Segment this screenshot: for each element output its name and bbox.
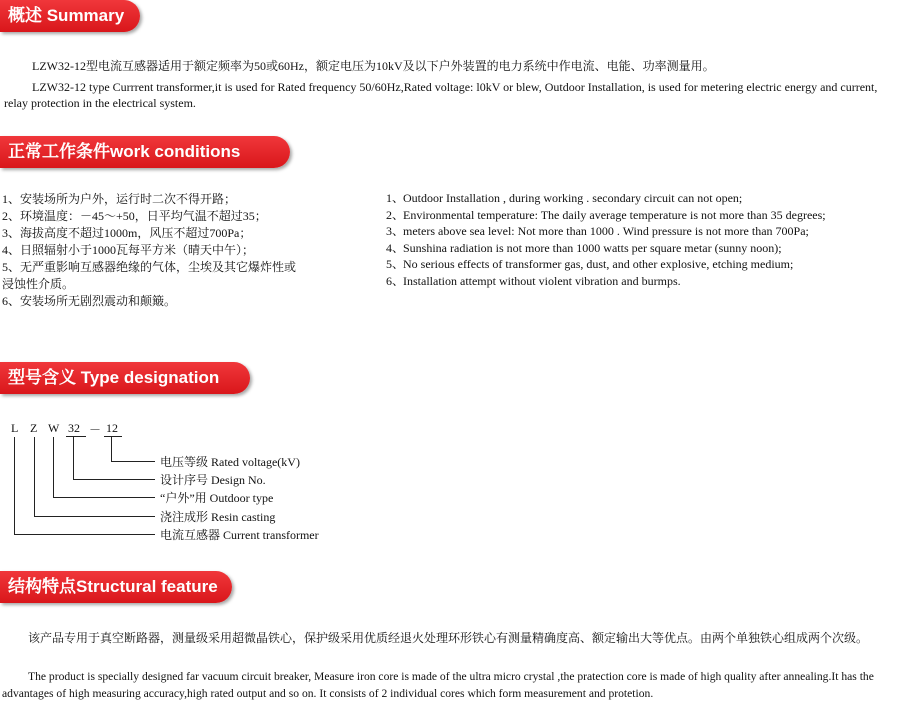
conditions-en-list [386, 190, 886, 290]
designation-label-current: 电流互感器 Current transformer [160, 528, 319, 542]
bracket-line [34, 437, 35, 517]
bracket-line [14, 534, 155, 535]
structure-zh-text: 该产品专用于真空断路器，测量级采用超微晶铁心，保护级采用优质经退火处理环形铁心有测量精确度高、额定输出大等优点。由两个单独铁心组成两个次级。 [28, 631, 869, 645]
code-letter: L [11, 421, 19, 435]
summary-header: 概述 Summary [0, 0, 140, 32]
list-item: 6、安装场所无剧烈震动和颠簸。 [2, 294, 177, 308]
bracket-line [53, 437, 54, 498]
code-letter: Z [30, 421, 38, 435]
conditions-header: 正常工作条件work conditions [0, 136, 290, 168]
list-item [386, 190, 886, 207]
summary-en-text: LZW32-12 type Currrent transformer,it is used for Rated frequency 50/60Hz,Rated voltage: l0kV or blew, Outdoor Installation, is used for metering electric energy and current, relay protection in the electrical system. [4, 80, 878, 110]
designation-header: 型号含义 Type designation [0, 362, 250, 394]
list-item [386, 273, 886, 290]
bracket-line [14, 437, 15, 535]
bracket-line [73, 479, 155, 480]
bracket-line [34, 516, 155, 517]
item-text: No serious effects of transformer gas, dust, and other explosive, etching medium; [403, 257, 794, 272]
bracket-line [66, 436, 86, 437]
item-text: Outdoor Installation , during working . secondary circuit can not open; [403, 191, 743, 205]
conditions-zh-list [2, 191, 362, 310]
bracket-line [111, 461, 155, 462]
designation-label-voltage: 电压等级 Rated voltage(kV) [160, 455, 300, 469]
summary-zh-text: LZW32-12型电流互感器适用于额定频率为50或60Hz，额定电压为10kV及以下户外装置的电力系统中作电流、电能、功率测量用。 [32, 59, 715, 73]
item-number: 6、 [386, 273, 405, 288]
code-number: 12 [106, 421, 118, 435]
code-number: 32 [68, 421, 80, 435]
item-text: meters above sea level: Not more than 1000 . Wind pressure is not more than 700Pa; [403, 224, 809, 239]
bracket-line [104, 436, 122, 437]
list-item: 浸蚀性介质。 [2, 277, 75, 291]
list-item [386, 207, 826, 224]
structure-en-text: The product is specially designed far vacuum circuit breaker, Measure iron core is made of the ultra micro crystal ,the pratection core is made of high quality after annealing.It has the advantages of high measuring accuracy,high rated output and so on. It consists of 2 individual cores which form measurement and protetion. [2, 670, 874, 700]
list-item [386, 223, 826, 240]
item-number: 4、 [386, 240, 405, 255]
bracket-line [53, 497, 155, 498]
structure-header: 结构特点Structural feature [0, 571, 232, 603]
designation-label-outdoor: “户外”用 Outdoor type [160, 491, 274, 505]
list-item: 2、环境温度：－45～+50，日平均气温不超过35； [2, 209, 267, 223]
list-item: 1、安装场所为户外，运行时二次不得开路； [2, 192, 237, 206]
item-text: Environmental temperature: The daily average temperature is not more than 35 degrees; [403, 207, 826, 222]
code-dash: － [89, 423, 102, 437]
item-number: 1、 [386, 191, 405, 205]
bracket-line [73, 437, 74, 480]
item-number: 3、 [386, 224, 405, 239]
item-number: 5、 [386, 257, 405, 272]
list-item: 3、海拔高度不超过1000m，风压不超过700Pa； [2, 226, 252, 240]
item-number: 2、 [386, 207, 405, 222]
designation-label-design: 设计序号 Design No. [160, 473, 266, 487]
bracket-line [111, 437, 112, 462]
list-item: 5、无严重影响互感器绝缘的气体，尘埃及其它爆炸性或 [2, 260, 297, 274]
list-item [386, 256, 886, 273]
list-item: 4、日照辐射小于1000瓦每平方米（晴天中午）； [2, 243, 255, 257]
list-item [386, 240, 886, 257]
item-text: Installation attempt without violent vibration and burmps. [403, 273, 681, 288]
item-text: Sunshina radiation is not more than 1000 watts per square metar (sunny noon); [403, 240, 782, 255]
code-letter: W [48, 421, 60, 435]
designation-label-resin: 浇注成形 Resin casting [160, 510, 276, 524]
